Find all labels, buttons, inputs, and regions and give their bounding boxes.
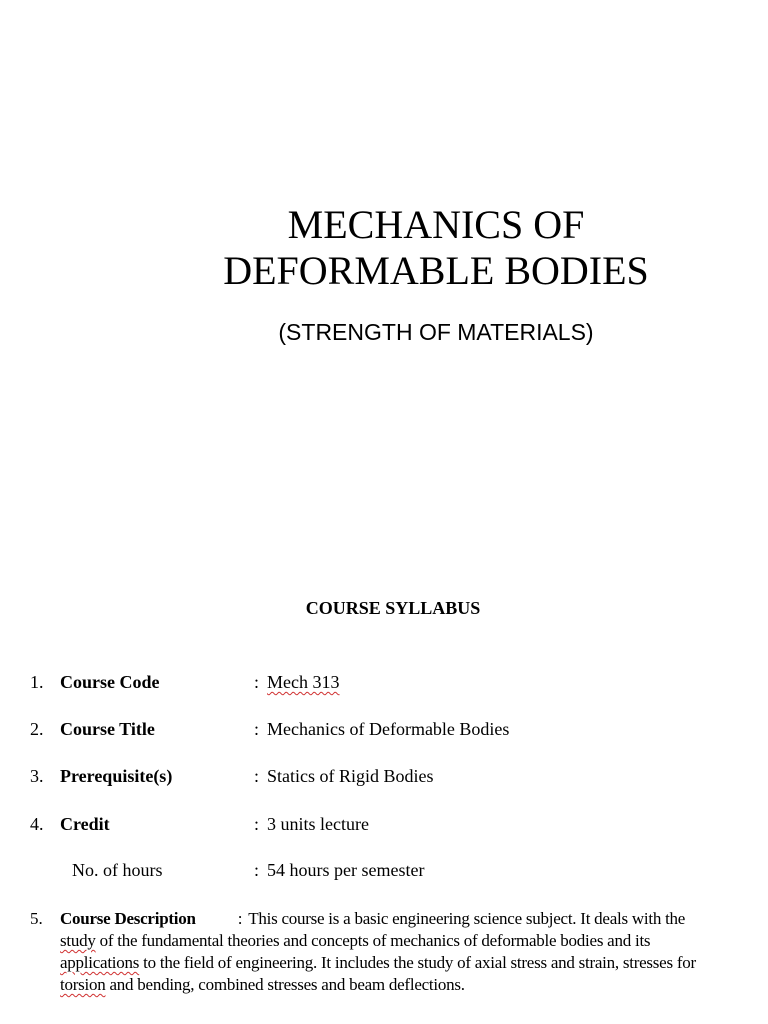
document-title bbox=[206, 202, 666, 294]
description-line-3 bbox=[60, 952, 760, 974]
item-colon: : bbox=[254, 860, 260, 880]
description-colon: : bbox=[237, 909, 243, 928]
description-text-2: of the fundamental theories and concepts of mechanics of deformable bodies and its bbox=[95, 931, 651, 950]
description-line-1 bbox=[60, 908, 760, 930]
syllabus-heading: COURSE SYLLABUS bbox=[305, 598, 481, 618]
item-number: 1. bbox=[30, 672, 44, 692]
description-text-3: to the field of engineering. It includes the study of axial stress and strain, stresses for bbox=[139, 953, 696, 972]
item-value: Mechanics of Deformable Bodies bbox=[267, 719, 510, 739]
description-word-applications: applications bbox=[60, 953, 140, 972]
item-label: Course Code bbox=[60, 672, 160, 692]
item-number: 4. bbox=[30, 814, 44, 834]
item-label: Course Title bbox=[60, 719, 155, 739]
description-word-study: study bbox=[60, 931, 96, 950]
title-line-1: MECHANICS OF bbox=[287, 202, 585, 247]
item-value: 54 hours per semester bbox=[267, 860, 425, 880]
description-text-1: This course is a basic engineering science subject. It deals with the bbox=[248, 909, 686, 928]
item-number: 2. bbox=[30, 719, 44, 739]
item-colon: : bbox=[254, 766, 260, 786]
item-colon: : bbox=[254, 814, 260, 834]
description-text-4: and bending, combined stresses and beam deflections. bbox=[105, 975, 465, 994]
syllabus-item-hours bbox=[0, 858, 768, 882]
syllabus-item-course-code bbox=[0, 670, 768, 694]
course-description bbox=[30, 908, 760, 996]
item-label: Prerequisite(s) bbox=[60, 766, 173, 786]
title-line-2: DEFORMABLE BODIES bbox=[223, 248, 649, 293]
item-label: No. of hours bbox=[72, 860, 163, 880]
syllabus-item-prerequisites bbox=[0, 764, 768, 788]
item-value: Statics of Rigid Bodies bbox=[267, 766, 434, 786]
item-label: Credit bbox=[60, 814, 110, 834]
item-value: Mech 313 bbox=[267, 672, 340, 692]
description-label: Course Description bbox=[60, 909, 196, 928]
item-number: 3. bbox=[30, 766, 44, 786]
description-line-4 bbox=[60, 974, 760, 996]
description-word-torsion: torsion bbox=[60, 975, 106, 994]
item-colon: : bbox=[254, 672, 260, 692]
description-line-2 bbox=[60, 930, 760, 952]
syllabus-item-credit bbox=[0, 812, 768, 836]
syllabus-item-course-title bbox=[0, 717, 768, 741]
document-subtitle: (STRENGTH OF MATERIALS) bbox=[278, 319, 594, 345]
item-number: 5. bbox=[30, 909, 43, 928]
item-value: 3 units lecture bbox=[267, 814, 369, 834]
item-colon: : bbox=[254, 719, 260, 739]
